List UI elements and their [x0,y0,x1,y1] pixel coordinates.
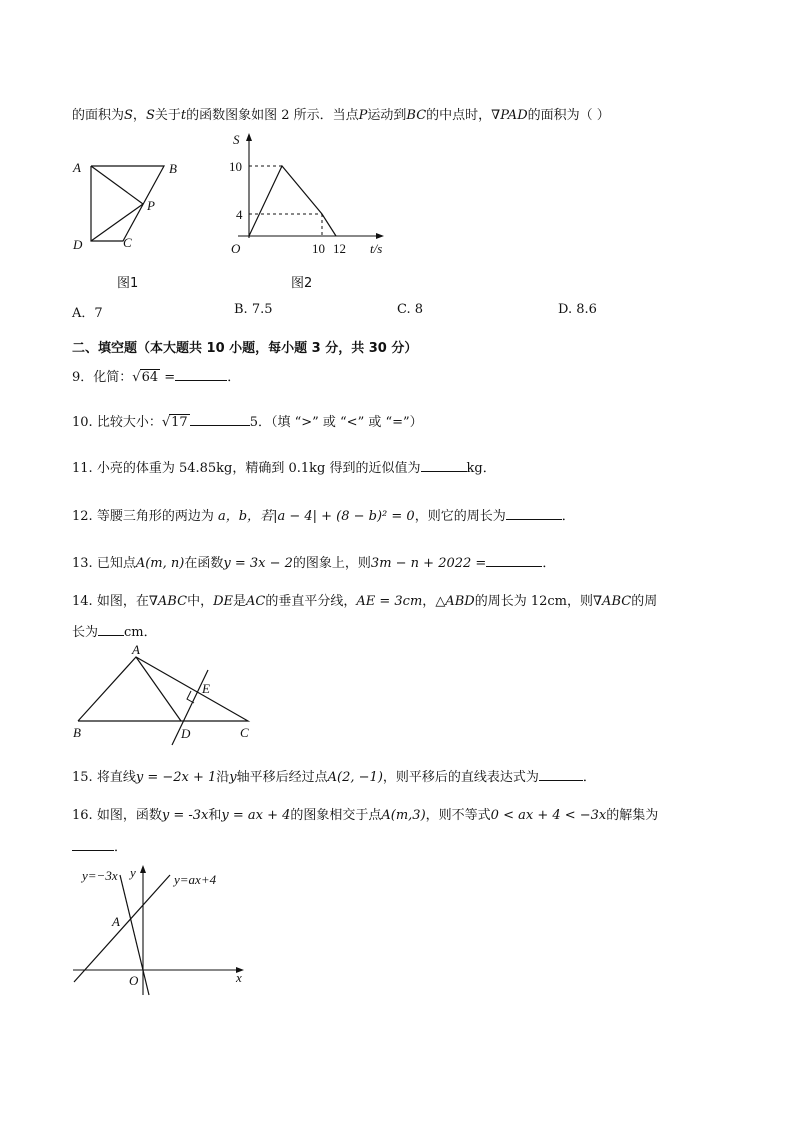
q14-label-A: A [132,642,140,657]
fig2-label-10-y: 10 [229,159,242,174]
fig2-x-arrow [376,233,384,239]
q16-figure [70,860,260,1000]
q16-label-O: O [129,973,139,988]
q16-line-ax4 [74,875,170,982]
q16-y-arrow [140,865,146,873]
q14-line-2: 长为 cm． [72,625,157,640]
q8-option-d: D. 8.6 [558,302,597,317]
fig2-label-12-x: 12 [333,241,346,256]
q16-line-2: ． [72,836,127,855]
q8-figure-1 [70,155,190,255]
q14-label-E: E [202,681,210,696]
fig1-segment-DP [91,204,143,241]
q8-stem: 的面积为S，S关于t的函数图象如图 2 所示．当点P运动到BC的中点时，∇PAD的面积为（ ） [72,108,610,123]
q14-line-1: 14. 如图，在∇ABC中，DE是AC的垂直平分线，AE = 3cm，△ABD的周长为 12cm，则∇ABC的周 [72,594,658,609]
q16-label-y: y [130,865,136,880]
q8-option-c: C. 8 [397,302,424,317]
q10: 10. 比较大小：√17 5．（填 “>” 或 “<” 或 “=”） [72,415,423,430]
fig1-caption: 图1 [117,276,139,291]
fig2-label-S: S [233,132,240,147]
q14-figure [70,642,270,750]
q15: 15. 将直线y = −2x + 1沿y轴平移后经过点A(2, −1)，则平移后的直线表达式为 ． [72,770,596,785]
fig2-graph [249,166,336,236]
q11: 11. 小亮的体重为 54.85kg，精确到 0.1kg 得到的近似值为 kg． [72,461,496,476]
fig2-label-t: t/s [370,241,383,256]
fig2-label-4-y: 4 [236,207,243,222]
fig1-label-B: B [169,161,177,176]
q14-triangle [78,657,248,721]
fig1-label-D: D [73,237,83,252]
q14-label-D: D [181,726,191,741]
q14-segment-AD [136,657,181,721]
q16-label-l1: y=−3x [82,868,118,883]
q8-option-a: A．7 [72,306,103,321]
q16-line-1: 16. 如图，函数y = -3x和y = ax + 4的图象相交于点A(m,3)，则不等式0 < ax + 4 < −3x的解集为 [72,808,659,823]
fig1-label-C: C [123,235,132,250]
q14-label-B: B [73,725,81,740]
q16-label-l2: y=ax+4 [174,872,217,887]
fig2-label-O: O [231,241,241,256]
q9: 9．化简：√64 = ． [72,370,241,385]
fig2-caption: 图2 [291,276,313,291]
section-2-heading: 二、填空题（本大题共 10 小题，每小题 3 分，共 30 分） [72,341,418,356]
q16-label-A: A [112,914,120,929]
fig2-label-10-x: 10 [312,241,325,256]
fig1-segment-AP [91,166,143,204]
q13: 13. 已知点A(m, n)在函数y = 3x − 2的图象上，则3m − n + 2022 = ． [72,556,556,571]
q14-label-C: C [240,725,249,740]
q8-figure-2 [228,128,393,258]
q8-option-b: B. 7.5 [234,302,273,317]
fig2-y-arrow [246,133,252,141]
q16-label-x: x [236,970,242,985]
q12: 12. 等腰三角形的两边为 a，b，若|a − 4| + (8 − b)² = 0，则它的周长为 ． [72,509,575,524]
fig1-label-A: A [73,160,81,175]
fig1-label-P: P [147,198,155,213]
